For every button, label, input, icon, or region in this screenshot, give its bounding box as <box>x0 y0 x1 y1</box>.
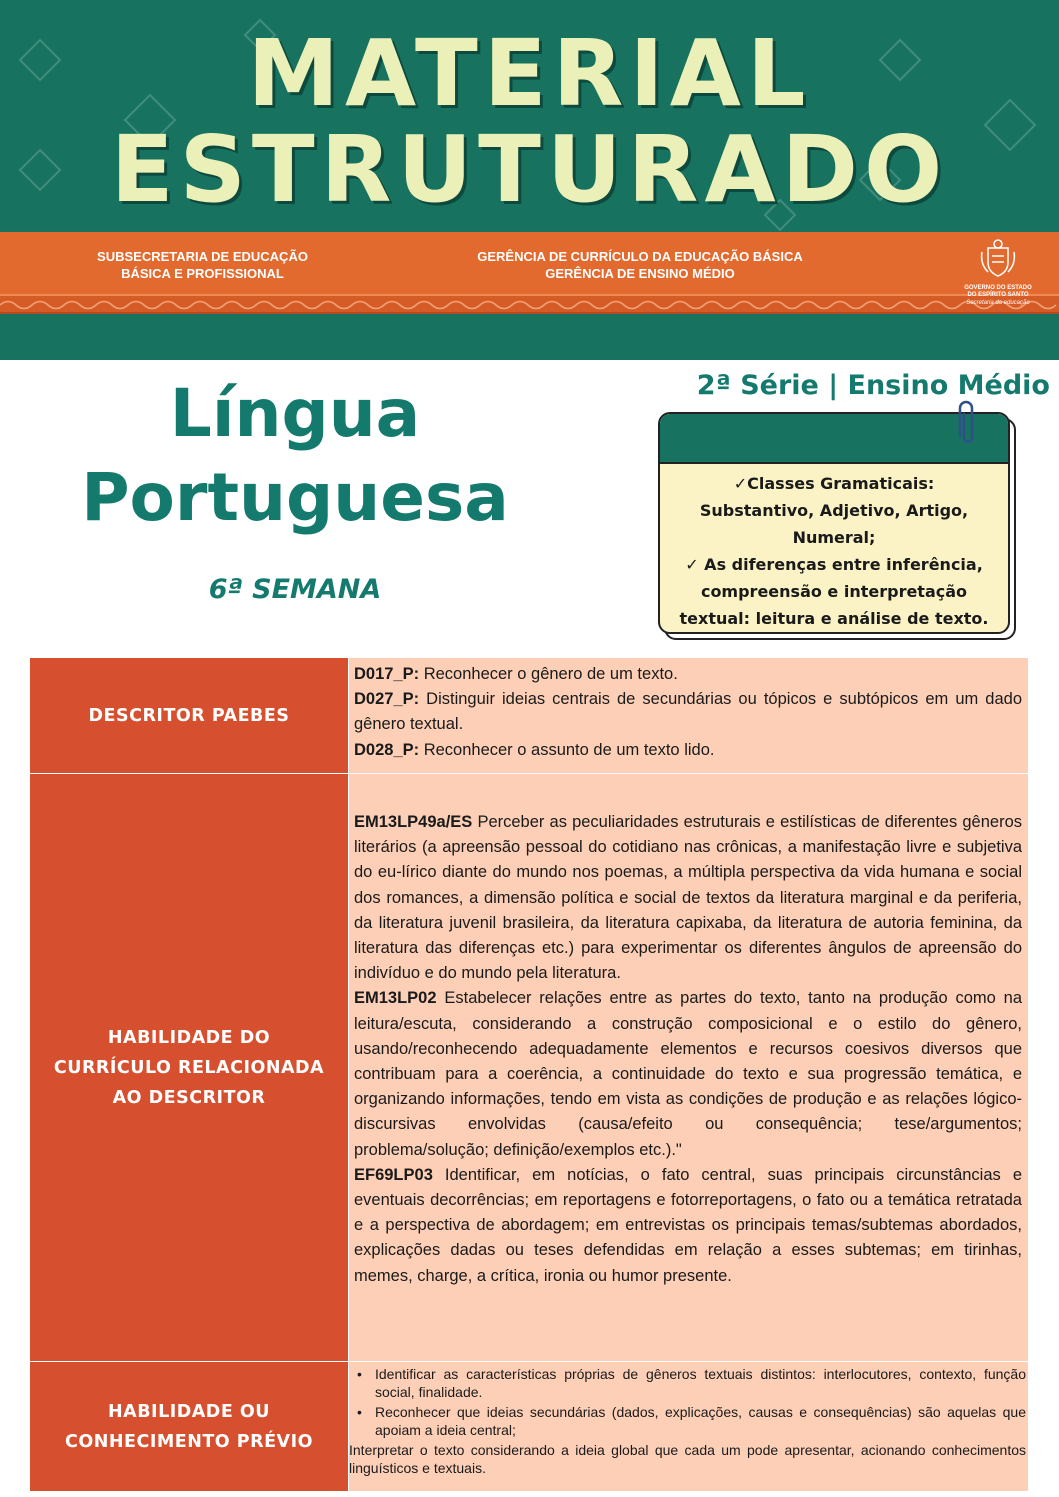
paperclip-icon <box>958 400 978 448</box>
subsecretaria-line2: BÁSICA E PROFISSIONAL <box>121 266 284 281</box>
state-crest <box>958 236 1038 316</box>
descriptor-content <box>348 658 1028 773</box>
topic-card-body <box>660 464 1008 632</box>
prior-bullet: • Identificar as características próprias de gêneros textuais distintos: interlocutores, contexto, função social, finalidade. <box>349 1366 1026 1401</box>
banner-title-line1: MATERIAL <box>247 20 812 127</box>
descriptor-item <box>354 687 1022 737</box>
descriptor-item <box>354 662 1022 687</box>
banner-bottom-band <box>0 316 1059 360</box>
gerencia-line1: GERÊNCIA DE CURRÍCULO DA EDUCAÇÃO BÁSICA <box>477 249 803 264</box>
table-row-skill <box>30 774 1028 1362</box>
skill-content <box>348 774 1028 1361</box>
subject-title <box>60 372 530 540</box>
banner-ornament-strip <box>0 294 1059 314</box>
prior-bullet: • Reconhecer que ideias secundárias (dados, explicações, causas e consequências) são aquelas que apoiam a ideia central; <box>349 1404 1026 1439</box>
descriptor-code: D017_P: <box>354 665 420 683</box>
skill-code: EM13LP49a/ES <box>354 813 473 831</box>
subject-line2: Portuguesa <box>81 459 509 536</box>
crest-line3: Secretaria da educação <box>966 300 1030 306</box>
subsecretaria-label <box>70 248 335 282</box>
gerencia-label <box>430 248 850 282</box>
skill-item <box>354 1163 1022 1289</box>
table-row-prior <box>30 1362 1028 1492</box>
descriptor-label: DESCRITOR PAEBES <box>30 658 348 773</box>
skill-label: HABILIDADE DO CURRÍCULO RELACIONADA AO DESCRITOR <box>30 774 348 1361</box>
topic-line: ✓ As diferenças entre inferência, <box>685 555 983 574</box>
descriptor-text: Reconhecer o gênero de um texto. <box>419 665 678 683</box>
descriptor-code: D027_P: <box>354 690 420 709</box>
prior-label: HABILIDADE OU CONHECIMENTO PRÉVIO <box>30 1362 348 1491</box>
topic-line: Substantivo, Adjetivo, Artigo, <box>699 501 969 520</box>
gerencia-line2: GERÊNCIA DE ENSINO MÉDIO <box>545 266 735 281</box>
descriptor-text: Distinguir ideias centrais de secundárias ou tópicos e subtópicos em um dado gênero textual. <box>354 690 1022 734</box>
banner-title-line2: ESTRUTURADO <box>110 116 949 223</box>
topic-line: Numeral; <box>792 528 876 547</box>
skill-text: Estabelecer relações entre as partes do texto, tanto na produção como na leitura/escuta, considerando a construção composicional e o estilo do gênero, usando/reconhecendo adequadamente elementos e recursos coesivos diversos que contribuam para a coerência, a continuidade do texto e sua progressão temática, e organizando informações, tendo em vista as condições de produção e as relações lógico-discursivas envolvidas (causa/efeito ou consequência; tese/argumentos; problema/solução; definição/exemplos etc.)." <box>354 989 1022 1159</box>
subject-line1: Língua <box>169 375 421 452</box>
crest-line1: GOVERNO DO ESTADO <box>964 285 1032 291</box>
descriptor-code: D028_P: <box>354 740 420 759</box>
prior-extra: Interpretar o texto considerando a ideia global que cada um pode apresentar, acionando conhecimentos linguísticos e textuais. <box>349 1442 1026 1476</box>
week-label: 6ª SEMANA <box>208 574 382 605</box>
topic-line: ✓Classes Gramaticais: <box>733 474 935 493</box>
coat-of-arms-icon <box>978 236 1018 280</box>
skill-code: EF69LP03 <box>354 1165 433 1184</box>
skill-item <box>354 810 1022 986</box>
grade-label: 2ª Série | Ensino Médio <box>696 370 1050 401</box>
skill-code: EM13LP02 <box>354 989 437 1008</box>
descriptor-item <box>354 738 1022 763</box>
prior-content <box>348 1362 1028 1491</box>
banner-title <box>0 20 1059 223</box>
header-banner <box>0 0 1059 360</box>
table-row-descriptor <box>30 658 1028 774</box>
descriptor-text: Reconhecer o assunto de um texto lido. <box>419 740 715 759</box>
crest-line2: DO ESPÍRITO SANTO <box>967 292 1029 298</box>
skill-text: Perceber as peculiaridades estruturais e estilísticas de diferentes gêneros literários (a apreensão pessoal do cotidiano nas crônicas, a manifestação livre e subjetiva do eu-lírico diante do mundo nos poemas, a múltipla perspectiva da vida humana e social dos romances, a dimensão política e social de textos da literatura marginal e da periferia, da literatura juvenil brasileira, da literatura capixaba, da literatura de autoria feminina, da literatura das diferenças etc.) para experimentar os diferentes ângulos de apreensão do indivíduo e do mundo pela literatura. <box>354 813 1022 983</box>
skill-text: Identificar, em notícias, o fato central, suas principais circunstâncias e eventuais decorrências; em reportagens e fotorreportagens, o fato ou a temática retratada e a perspectiva de abordagem; em entrevistas os principais temas/subtemas abordados, explicações dadas ou teses defendidas em relação a esses subtemas; em tirinhas, memes, charge, a crítica, ironia ou humor presente. <box>354 1165 1022 1285</box>
topic-card-header <box>660 414 1008 464</box>
topic-line: textual: leitura e análise de texto. <box>679 609 989 628</box>
topic-line: compreensão e interpretação <box>700 582 968 601</box>
skill-item <box>354 986 1022 1162</box>
subsecretaria-line1: SUBSECRETARIA DE EDUCAÇÃO <box>97 249 308 264</box>
